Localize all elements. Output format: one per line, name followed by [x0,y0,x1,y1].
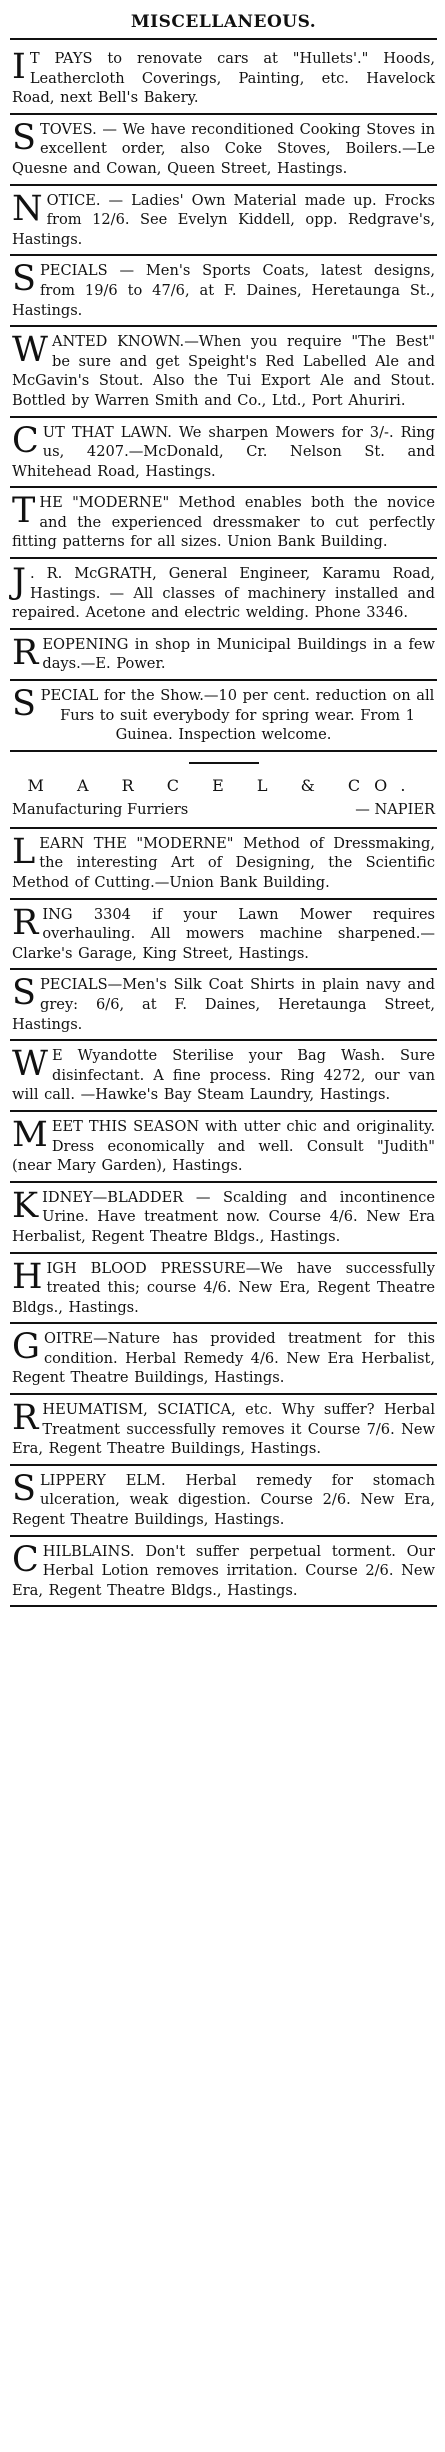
classified-ad [10,327,437,417]
classified-ad [10,1537,437,1608]
ad-body: TOVES. — We have reconditioned Cooking Stoves in excellent order, also Coke Stoves, Boilers.—Le Quesne and Cowan, Queen Street, Hastings. [12,120,435,177]
classified-ad [10,44,437,115]
ad-text [12,831,435,893]
ad-body: ANTED KNOWN.—When you require "The Best" be sure and get Speight's Red Labelled Ale and McGavin's Stout. Also the Tui Export Ale and Stout. Bottled by Warren Smith and Co., Ltd., Port Ahuriri. [12,333,435,409]
ad-body: HEUMATISM, SCIATICA, etc. Why suffer? Herbal Treatment successfully removes it Course 7/6. New Era, Regent Theatre Buildings, Hastings. [12,1401,435,1458]
ad-body: EARN THE "MODERNE" Method of Dressmaking, the interesting Art of Designing, the Scientific Method of Cutting.—Union Bank Building. [12,834,435,891]
ad-initial: C [12,420,39,461]
classified-ad [10,1324,437,1395]
ad-body: UT THAT LAWN. We sharpen Mowers for 3/-. Ring us, 4207.—McDonald, Cr. Nelson St. and Whitehead Road, Hastings. [12,423,435,480]
ad-initial: S [12,259,36,300]
classified-ad [10,829,437,900]
classified-ad [10,256,437,327]
divider-rule [189,762,259,764]
ad-initial: I [12,47,26,87]
ad-initial: W [12,1044,48,1085]
ad-body: EOPENING in shop in Municipal Buildings in a few days.—E. Power. [42,635,435,673]
ad-text [12,332,435,410]
ad-initial: S [12,684,36,725]
ad-text [12,564,435,623]
marcel-name: M A R C E L & CO. [27,775,420,795]
ad-body: IGH BLOOD PRESSURE—We have successfully treated this; course 4/6. New Era, Regent Theatre Bldgs., Hastings. [12,1259,435,1316]
classified-ad [10,681,437,752]
ad-text [12,1468,435,1530]
ad-body: IDNEY—BLADDER — Scalding and incontinence Urine. Have treatment now. Course 4/6. New Era Herbalist, Regent Theatre Bldgs., Hastings. [12,1188,435,1245]
ad-initial: N [12,188,43,229]
ad-body: PECIALS — Men's Sports Coats, latest designs, from 19/6 to 47/6, at F. Daines, Heretaunga St., Hastings. [12,262,435,319]
ad-initial: R [12,902,39,943]
ad-body: HILBLAINS. Don't suffer perpetual torment. Our Herbal Lotion removes irritation. Course 2/6. New Era, Regent Theatre Bldgs., Hastings. [12,1542,435,1599]
ad-body: E Wyandotte Sterilise your Bag Wash. Sure disinfectant. A fine process. Ring 4272, our van will call. —Hawke's Bay Steam Laundry, Hastings. [12,1047,435,1104]
ad-initial: G [12,1327,40,1368]
ad-body: PECIALS—Men's Silk Coat Shirts in plain navy and grey: 6/6, at F. Daines, Heretaunga Street, Hastings. [12,976,435,1033]
ad-body: LIPPERY ELM. Herbal remedy for stomach ulceration, weak digestion. Course 2/6. New Era, Regent Theatre Buildings, Hastings. [12,1471,435,1529]
ad-initial: S [12,1468,36,1509]
classified-ad [10,115,437,186]
classified-ad [10,1041,437,1112]
classified-ad [10,1254,437,1325]
classified-ad [10,488,437,559]
ad-initial: M [12,1114,48,1155]
ad-text [12,686,435,745]
ad-body: EET THIS SEASON with utter chic and originality. Dress economically and well. Consult "Judith" (near Mary Garden), Hastings. [12,1117,435,1175]
classified-ad [10,418,437,489]
ad-body: PECIAL for the Show.—10 per cent. reduction on all Furs to suit everybody for spring wear. From 1 Guinea. Inspection welcome. [40,687,435,744]
ad-text [12,1256,435,1318]
ad-text [12,902,435,964]
classified-ad [10,630,437,681]
ad-body: OTICE. — Ladies' Own Material made up. Frocks from 12/6. See Evelyn Kiddell, opp. Redgrave's, Hastings. [12,191,435,248]
classified-ad [10,186,437,257]
marcel-tag-left: Manufacturing Furriers [12,800,189,818]
ad-initial: T [12,491,36,532]
classified-ad [10,1183,437,1254]
ad-text [12,188,435,250]
ad-initial: K [12,1185,39,1226]
ad-text [12,261,435,320]
ad-initial: H [12,1256,43,1297]
section-heading: MISCELLANEOUS. [10,12,437,40]
ad-initial: W [12,330,48,371]
classified-ad [10,900,437,971]
ad-body: T PAYS to renovate cars at "Hullets'." Hoods, Leathercloth Coverings, Painting, etc. Havelock Road, next Bell's Bakery. [12,50,435,107]
ad-initial: J [12,562,27,603]
ad-text [12,49,435,108]
ad-text [12,1185,435,1247]
ad-text [12,117,435,179]
classified-ad [10,1466,437,1537]
marcel-ad [10,752,437,829]
ad-text [12,1329,435,1388]
ad-body: OITRE—Nature has provided treatment for this condition. Herbal Remedy 4/6. New Era Herbalist, Regent Theatre Buildings, Hastings. [12,1330,435,1387]
ad-text [12,975,435,1034]
ad-initial: R [12,632,39,673]
classified-ad [10,1395,437,1466]
ad-text [12,493,435,552]
ad-initial: R [12,1398,39,1439]
ad-body: . R. McGRATH, General Engineer, Karamu Road, Hastings. — All classes of machinery installed and repaired. Acetone and electric welding. Phone 3346. [12,565,435,622]
ad-initial: L [12,831,36,872]
marcel-tagline [12,800,435,819]
ad-text [12,1046,435,1105]
ad-text [12,420,435,482]
ad-body: HE "MODERNE" Method enables both the novice and the experienced dressmaker to cut perfectly fitting patterns for all sizes. Union Bank Building. [12,494,435,551]
ad-text [12,1539,435,1601]
ad-initial: S [12,973,36,1014]
classified-ad [10,1112,437,1183]
ad-text [12,1114,435,1176]
ad-initial: C [12,1539,39,1580]
classified-ads-bottom [10,829,437,1608]
ad-text [12,632,435,674]
classified-ad [10,970,437,1041]
classified-ads-top [10,44,437,752]
marcel-tag-right: — NAPIER [355,800,435,818]
ad-body: ING 3304 if your Lawn Mower requires overhauling. All mowers machine sharpened.—Clarke's Garage, King Street, Hastings. [12,905,435,962]
ad-initial: S [12,117,36,158]
classified-ad [10,559,437,630]
ad-text [12,1400,435,1459]
